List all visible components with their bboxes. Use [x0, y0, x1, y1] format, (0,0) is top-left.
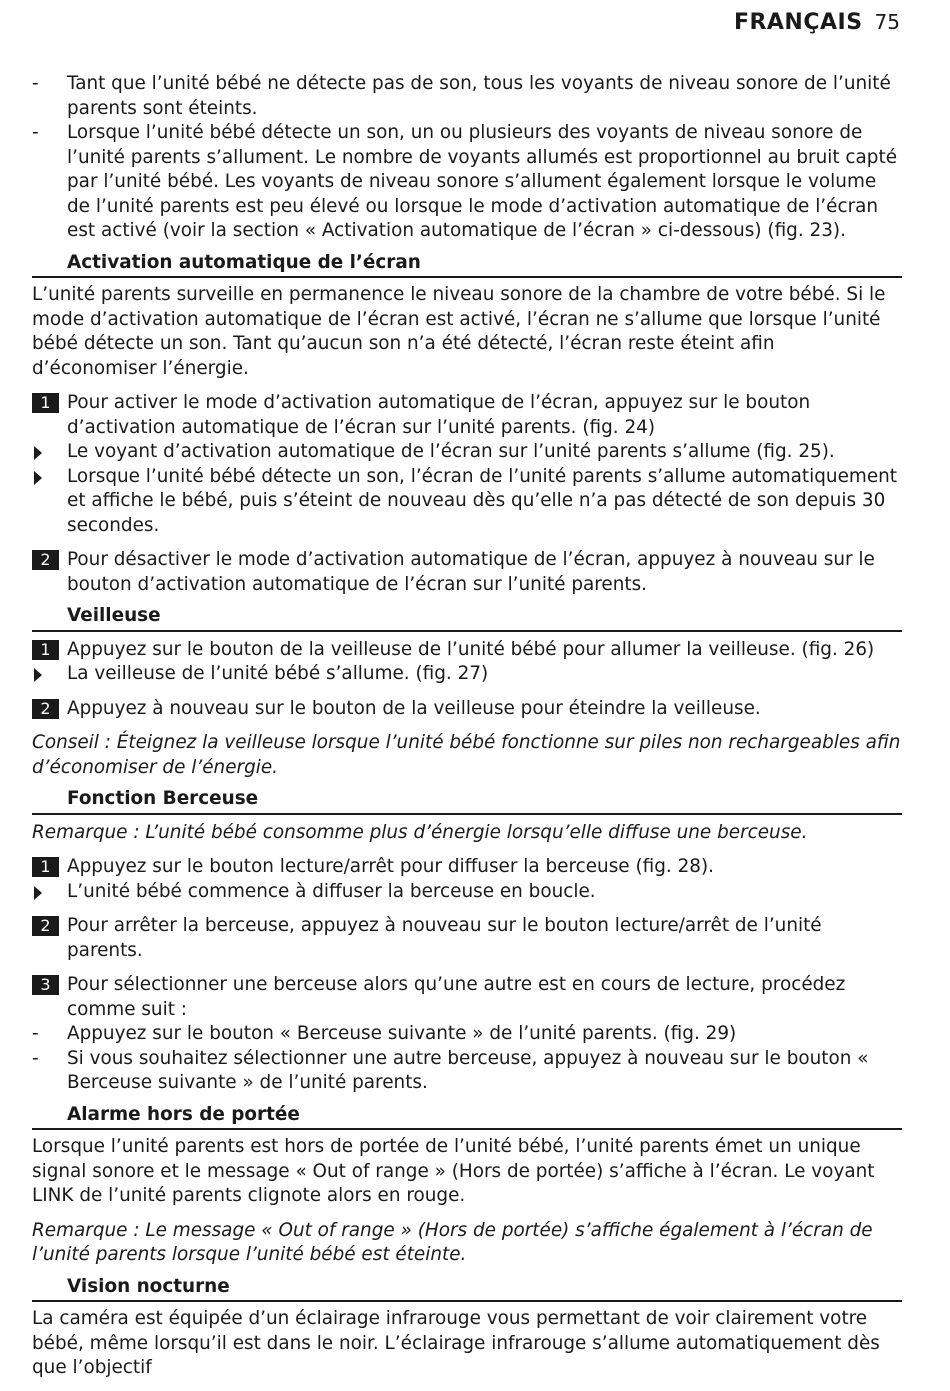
auto-screen-result-2 — [32, 465, 902, 539]
step-text: Appuyez sur le bouton de la veilleuse de l’unité bébé pour allumer la veilleuse. (fig. 26) — [67, 638, 875, 660]
night-light-tip: Conseil : Éteignez la veilleuse lorsque l’unité bébé fonctionne sur piles non rechargeables afin d’économiser de l’énergie. — [32, 732, 901, 778]
auto-screen-body: L’unité parents surveille en permanence le niveau sonore de la chambre de votre bébé. Si le mode d’activation automatique de l’écran est activé, l’écran ne s’allume que lorsque l’unité bébé détecte un son. Tant qu’aucun son n’a été détecté, l’écran reste éteint afin d’économiser l’énergie. — [32, 284, 886, 379]
step-text: Appuyez à nouveau sur le bouton de la veilleuse pour éteindre la veilleuse. — [67, 697, 761, 719]
lullaby-result-1 — [32, 880, 902, 905]
auto-screen-step-2 — [32, 548, 902, 597]
sub-item-text: Si vous souhaitez sélectionner une autre berceuse, appuyez à nouveau sur le bouton « Berceuse suivante » de l’unité parents. — [67, 1047, 869, 1093]
intro-item-text: Lorsque l’unité bébé détecte un son, un ou plusieurs des voyants de niveau sonore de l’unité parents s’allument. Le nombre de voyants allumés est proportionnel au bruit capté par l’unité bébé. Les voyants de niveau sonore s’allument également lorsque le volume de l’unité parents est peu élevé ou lorsque le mode d’activation automatique de l’écran est activé (voir la section « Activation automatique de l’écran » ci-dessous) (fig. 23). — [67, 122, 898, 241]
lullaby-step-1 — [32, 855, 902, 880]
result-arrow-icon — [34, 446, 42, 460]
dash-marker: - — [32, 1023, 39, 1044]
section-title-auto-screen: Activation automatique de l’écran — [32, 251, 902, 279]
intro-item — [32, 72, 902, 121]
night-light-step-1 — [32, 638, 902, 663]
lullaby-sub-item — [32, 1022, 902, 1047]
step-number: 2 — [32, 916, 59, 936]
sub-item-text: Appuyez sur le bouton « Berceuse suivante » de l’unité parents. (fig. 29) — [67, 1023, 737, 1044]
night-vision-body: La caméra est équipée d’un éclairage infrarouge vous permettant de voir clairement votre bébé, même lorsqu’il est dans le noir. L’éclairage infrarouge s’allume automatiquement dès que l’objectif — [32, 1308, 880, 1378]
result-text: Lorsque l’unité bébé détecte un son, l’écran de l’unité parents s’allume automatiquement et affiche le bébé, puis s’éteint de nouveau dès qu’elle n’a pas détecté de son depuis 30 secondes. — [67, 465, 897, 536]
lullaby-sub-item — [32, 1047, 902, 1096]
section-title-lullaby: Fonction Berceuse — [32, 787, 902, 815]
step-text: Pour désactiver le mode d’activation automatique de l’écran, appuyez à nouveau sur le bouton d’activation automatique de l’écran sur l’unité parents. — [67, 549, 875, 595]
lullaby-step-2 — [32, 914, 902, 963]
result-arrow-icon — [34, 471, 42, 485]
language-label: FRANÇAIS — [733, 10, 863, 35]
page-number: 75 — [874, 10, 900, 34]
page-header — [734, 10, 900, 35]
page-content — [32, 72, 902, 1391]
result-text: Le voyant d’activation automatique de l’écran sur l’unité parents s’allume (fig. 25). — [67, 441, 835, 462]
intro-item — [32, 121, 902, 244]
result-arrow-icon — [34, 668, 42, 682]
step-number: 3 — [32, 975, 59, 995]
auto-screen-step-1 — [32, 391, 902, 440]
section-title-night-vision: Vision nocturne — [32, 1275, 902, 1303]
section-title-out-of-range: Alarme hors de portée — [32, 1103, 902, 1131]
step-text: Appuyez sur le bouton lecture/arrêt pour diffuser la berceuse (fig. 28). — [67, 856, 714, 877]
lullaby-step-3 — [32, 973, 902, 1022]
dash-marker: - — [32, 73, 39, 94]
step-number: 1 — [32, 857, 59, 877]
result-text: La veilleuse de l’unité bébé s’allume. (fig. 27) — [67, 663, 489, 684]
result-text: L’unité bébé commence à diffuser la berceuse en boucle. — [67, 880, 596, 902]
night-light-result-1 — [32, 662, 902, 687]
dash-marker: - — [32, 122, 39, 143]
step-number: 2 — [32, 699, 59, 719]
result-arrow-icon — [34, 886, 42, 900]
step-number: 2 — [32, 550, 59, 570]
section-title-night-light: Veilleuse — [32, 604, 902, 632]
step-number: 1 — [32, 640, 59, 660]
dash-marker: - — [32, 1047, 39, 1069]
step-text: Pour arrêter la berceuse, appuyez à nouveau sur le bouton lecture/arrêt de l’unité parents. — [67, 915, 822, 961]
auto-screen-result-1 — [32, 440, 902, 465]
out-of-range-body: Lorsque l’unité parents est hors de portée de l’unité bébé, l’unité parents émet un unique signal sonore et le message « Out of range » (Hors de portée) s’affiche à l’écran. Le voyant LINK de l’unité parents clignote alors en rouge. — [32, 1136, 875, 1206]
step-text: Pour sélectionner une berceuse alors qu’une autre est en cours de lecture, procédez comme suit : — [67, 974, 846, 1020]
step-text: Pour activer le mode d’activation automatique de l’écran, appuyez sur le bouton d’activation automatique de l’écran sur l’unité parents. (fig. 24) — [67, 392, 811, 438]
lullaby-note: Remarque : L’unité bébé consomme plus d’énergie lorsqu’elle diffuse une berceuse. — [32, 821, 808, 843]
intro-item-text: Tant que l’unité bébé ne détecte pas de son, tous les voyants de niveau sonore de l’unité parents sont éteints. — [67, 73, 891, 119]
step-number: 1 — [32, 393, 59, 413]
out-of-range-note: Remarque : Le message « Out of range » (Hors de portée) s’affiche également à l’écran de l’unité parents lorsque l’unité bébé est éteinte. — [32, 1219, 873, 1265]
night-light-step-2 — [32, 697, 902, 722]
